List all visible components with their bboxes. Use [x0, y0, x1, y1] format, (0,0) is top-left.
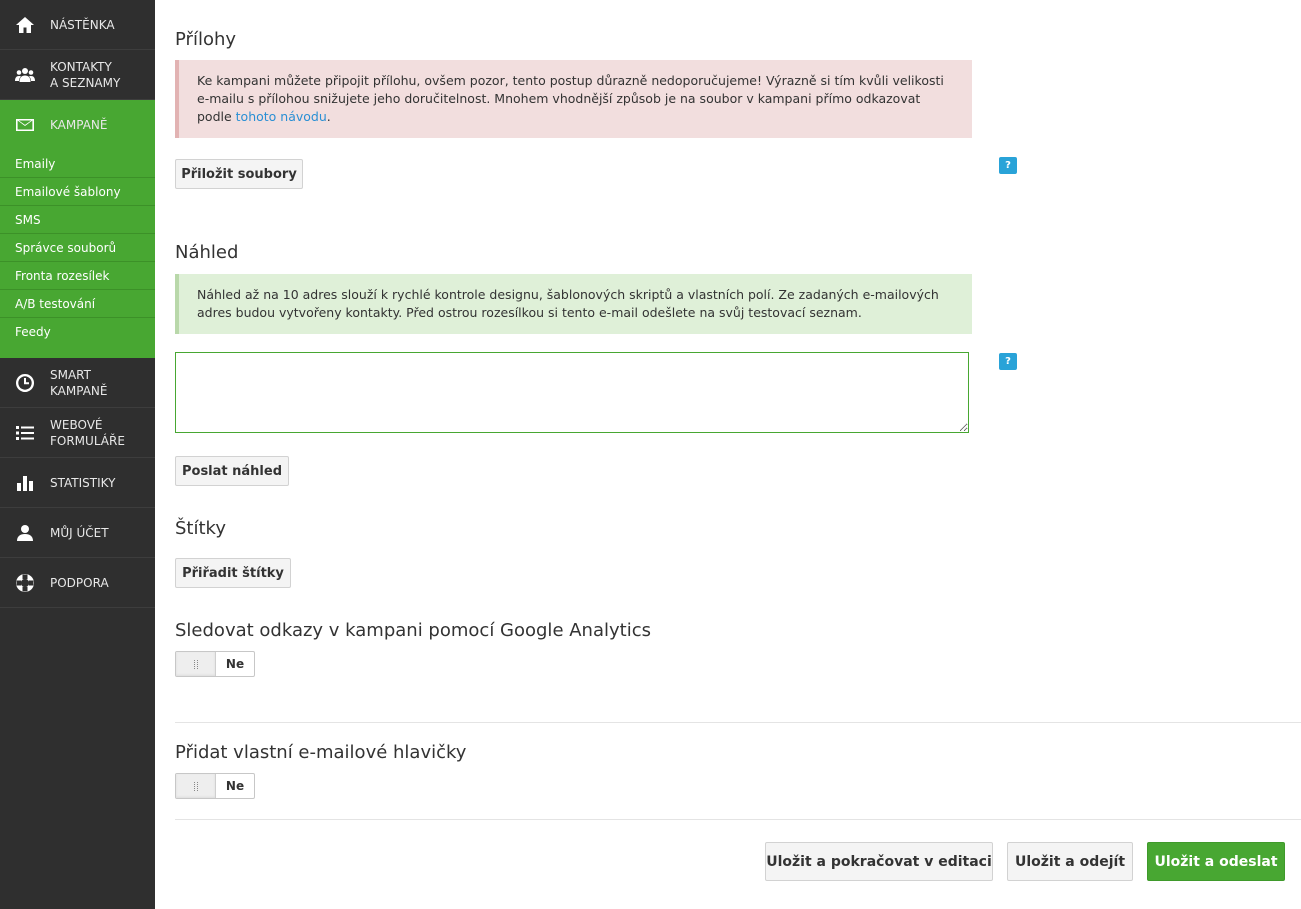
- submenu-item-file-manager[interactable]: Správce souborů: [0, 234, 155, 262]
- submenu-item-ab-testing[interactable]: A/B testování: [0, 290, 155, 318]
- sidebar-item-web-forms[interactable]: [0, 408, 155, 458]
- home-icon: [0, 15, 50, 35]
- preview-heading: Náhled: [175, 242, 239, 263]
- users-icon: [0, 65, 50, 85]
- preview-alert-text: Náhled až na 10 adres slouží k rychlé kontrole designu, šablonových skriptů a vlastních polí. Ze zadaných e-mailových adres budou vytvořeny kontakty. Před ostrou rozesílkou si tento e-mail odešlete na svůj testovací seznam.: [197, 287, 939, 320]
- tags-heading: Štítky: [175, 518, 226, 539]
- sidebar-item-my-account[interactable]: [0, 508, 155, 558]
- envelope-icon: [0, 115, 50, 135]
- ga-tracking-heading: Sledovat odkazy v kampani pomocí Google Analytics: [175, 620, 651, 641]
- submenu-item-email-templates[interactable]: Emailové šablony: [0, 178, 155, 206]
- clock-icon: [0, 373, 50, 393]
- preview-info-alert: [175, 274, 972, 334]
- attachments-warning-alert: [175, 60, 972, 138]
- sidebar-item-dashboard[interactable]: [0, 0, 155, 50]
- user-icon: [0, 523, 50, 543]
- submenu-item-send-queue[interactable]: Fronta rozesílek: [0, 262, 155, 290]
- sidebar-item-label: A SEZNAMY: [50, 75, 121, 90]
- sidebar-item-label: KAMPANĚ: [50, 118, 108, 132]
- save-continue-button[interactable]: Uložit a pokračovat v editaci: [765, 842, 993, 881]
- sidebar-item-label: KAMPANĚ: [50, 383, 108, 398]
- attachments-alert-text: Ke kampani můžete připojit přílohu, ovšem pozor, tento postup důrazně nedoporučujeme! Výrazně si tím kvůli velikosti e-mailu s přílohou snižujete jeho doručitelnost. Mnohem vhodnější způsob je na soubor v kampani přímo odkazovat podle: [197, 73, 944, 124]
- submenu-item-feeds[interactable]: Feedy: [15, 325, 51, 339]
- sidebar-item-campaigns[interactable]: [0, 100, 155, 150]
- sidebar-item-label: MŮJ ÚČET: [50, 525, 109, 540]
- divider: [175, 819, 1301, 820]
- sidebar-item-label: PODPORA: [50, 575, 109, 590]
- attachments-heading: Přílohy: [175, 29, 237, 50]
- preview-help-icon[interactable]: ?: [999, 353, 1017, 370]
- main-content: [175, 0, 1301, 909]
- custom-headers-toggle[interactable]: [175, 773, 255, 799]
- sidebar-item-label: FORMULÁŘE: [50, 433, 125, 448]
- sidebar: [0, 0, 155, 909]
- save-send-button[interactable]: Uložit a odeslat: [1147, 842, 1285, 881]
- sidebar-item-contacts[interactable]: [0, 50, 155, 100]
- save-exit-button[interactable]: Uložit a odejít: [1007, 842, 1133, 881]
- lifebuoy-icon: [0, 573, 50, 593]
- campaigns-submenu: [0, 150, 155, 358]
- bar-chart-icon: [0, 473, 50, 493]
- attach-files-button[interactable]: Přiložit soubory: [175, 159, 303, 189]
- sidebar-item-label: WEBOVÉ: [50, 417, 103, 432]
- alert-period: .: [326, 109, 331, 124]
- toggle-value: Ne: [225, 779, 245, 793]
- custom-headers-heading: Přidat vlastní e-mailové hlavičky: [175, 742, 467, 763]
- sidebar-item-label: NÁSTĚNKA: [50, 17, 115, 32]
- assign-tags-button[interactable]: Přiřadit štítky: [175, 558, 291, 588]
- toggle-handle: [176, 774, 216, 798]
- guide-link[interactable]: tohoto návodu: [235, 109, 327, 124]
- submenu-item-emails[interactable]: Emaily: [0, 150, 155, 178]
- sidebar-item-smart-campaigns[interactable]: [0, 358, 155, 408]
- submenu-item-sms[interactable]: SMS: [0, 206, 155, 234]
- toggle-value: Ne: [225, 657, 245, 671]
- preview-emails-textarea[interactable]: [175, 352, 969, 433]
- sidebar-item-statistics[interactable]: [0, 458, 155, 508]
- send-preview-button[interactable]: Poslat náhled: [175, 456, 289, 486]
- sidebar-item-support[interactable]: [0, 558, 155, 608]
- sidebar-item-label: KONTAKTY: [50, 59, 112, 74]
- divider: [175, 722, 1301, 723]
- list-icon: [0, 423, 50, 443]
- ga-tracking-toggle[interactable]: [175, 651, 255, 677]
- toggle-handle: [176, 652, 216, 676]
- attachments-help-icon[interactable]: ?: [999, 157, 1017, 174]
- sidebar-item-label: SMART: [50, 367, 91, 382]
- sidebar-item-label: STATISTIKY: [50, 475, 116, 490]
